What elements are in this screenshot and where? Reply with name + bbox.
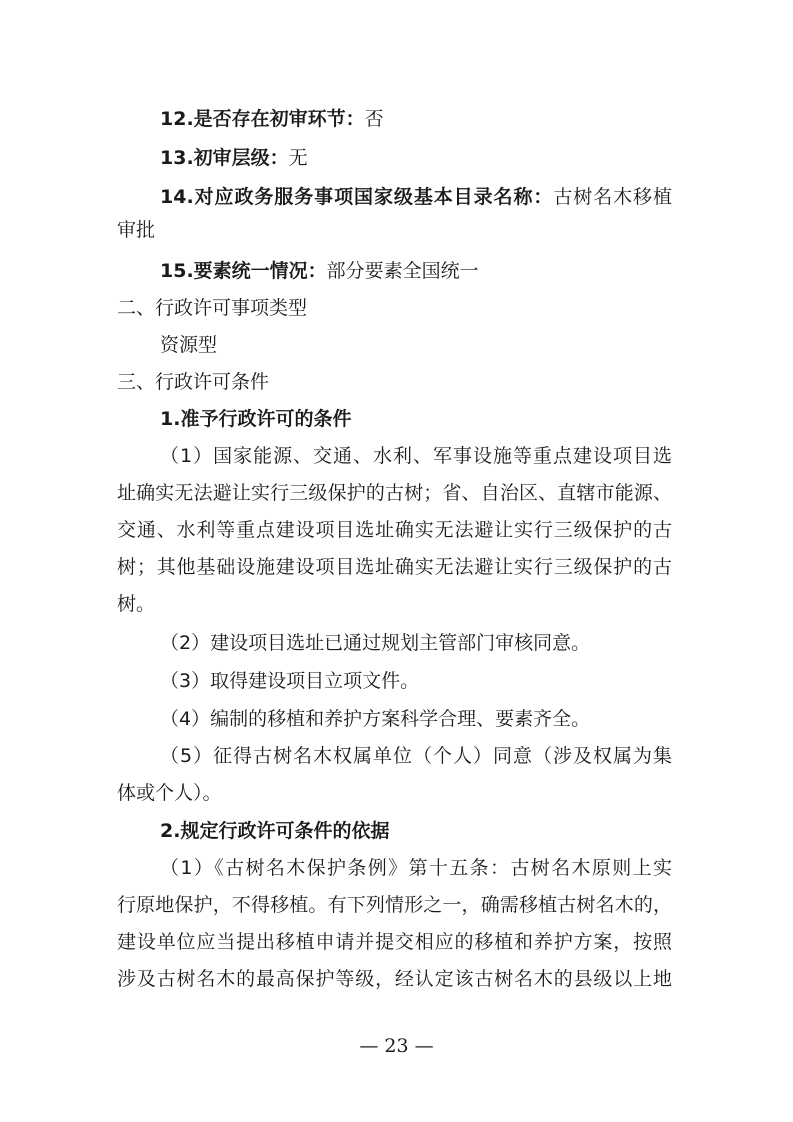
section-2-heading: 二、行政许可事项类型 (117, 297, 308, 319)
item-12-label: 12.是否存在初审环节： (160, 108, 365, 130)
condition-1-line-3: 交通、水利等重点建设项目选址确实无法避让实行三级保护的古 (117, 519, 672, 541)
subsection-2-heading: 2.规定行政许可条件的依据 (160, 820, 390, 842)
subsection-1-heading: 1.准予行政许可的条件 (160, 408, 352, 430)
condition-2: （2）建设项目选址已通过规划主管部门审核同意。 (160, 632, 591, 654)
basis-line-1: （1）《古树名木保护条例》第十五条：古树名木原则上实 (160, 857, 672, 879)
section-2-value: 资源型 (160, 334, 218, 356)
section-3-heading: 三、行政许可条件 (117, 371, 270, 393)
condition-1-line-4: 树；其他基础设施建设项目选址确实无法避让实行三级保护的古 (117, 556, 672, 578)
condition-1-line-1: （1）国家能源、交通、水利、军事设施等重点建设项目选 (160, 445, 672, 467)
item-13-value: 无 (288, 147, 308, 169)
condition-1-line-5: 树。 (117, 593, 156, 615)
item-12 (160, 106, 680, 132)
item-14 (160, 184, 672, 210)
item-15-label: 15.要素统一情况： (160, 260, 327, 282)
item-15 (160, 258, 680, 284)
item-13-label: 13.初审层级： (160, 147, 289, 169)
item-14-label: 14.对应政务服务事项国家级基本目录名称： (160, 186, 554, 208)
condition-1-line-2: 址确实无法避让实行三级保护的古树；省、自治区、直辖市能源、 (117, 482, 672, 504)
basis-line-3: 建设单位应当提出移植申请并提交相应的移植和养护方案，按照 (117, 931, 672, 953)
item-14-value-cont: 审批 (117, 219, 156, 241)
basis-line-2: 行原地保护，不得移植。有下列情形之一，确需移植古树名木的， (117, 894, 672, 916)
condition-4: （4）编制的移植和养护方案科学合理、要素齐全。 (160, 708, 591, 730)
item-15-value: 部分要素全国统一 (326, 260, 479, 282)
item-14-value: 古树名木移植 (553, 186, 672, 208)
page-number: — 23 — (359, 1035, 434, 1057)
item-12-value: 否 (364, 108, 384, 130)
item-13 (160, 145, 680, 171)
condition-5-line-2: 体或个人）。 (117, 782, 222, 804)
condition-3: （3）取得建设项目立项文件。 (160, 670, 420, 692)
condition-5-line-1: （5）征得古树名木权属单位（个人）同意（涉及权属为集 (160, 745, 672, 767)
basis-line-4: 涉及古树名木的最高保护等级，经认定该古树名木的县级以上地 (117, 968, 672, 990)
